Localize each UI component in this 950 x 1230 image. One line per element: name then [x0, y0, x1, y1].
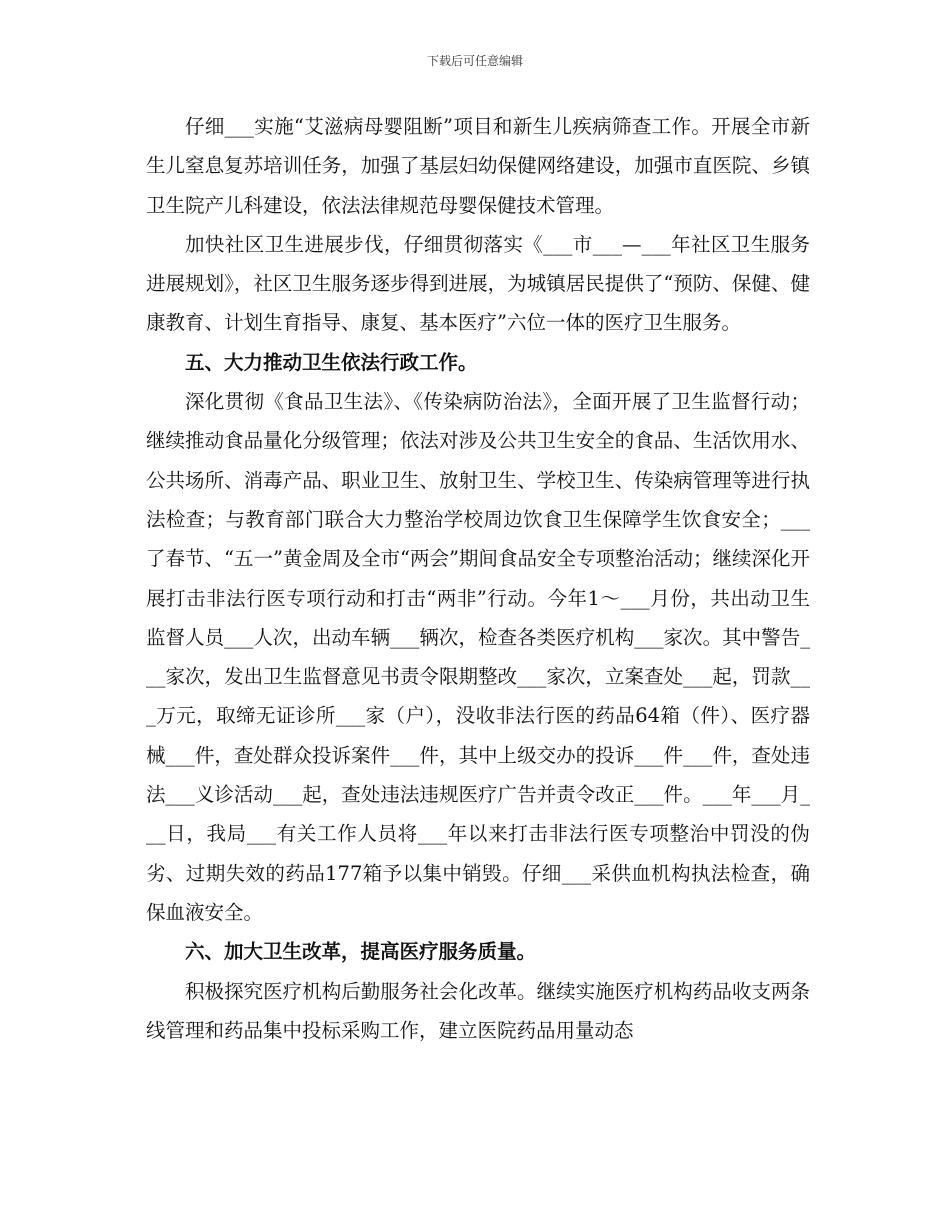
paragraph: 积极探究医疗机构后勤服务社会化改革。继续实施医疗机构药品收支两条线管理和药品集中投标采购工作，建立医院药品用量动态 — [146, 979, 810, 1042]
paragraph: 深化贯彻《食品卫生法》、《传染病防治法》，全面开展了卫生监督行动；继续推动食品量化分级管理；依法对涉及公共卫生安全的食品、生活饮用水、公共场所、消毒产品、职业卫生、放射卫生、学校卫生、传染病管理等进行执法检查；与教育部门联合大力整治学校周边饮食卫生保障学生饮食安全；___了春节、“五一”黄金周及全市“两会”期间食品安全专项整治活动；继续深化开展打击非法行医专项行动和打击“两非”行动。今年1～___月份，共出动卫生监督人员___人次，出动车辆___辆次，检查各类医疗机构___家次。其中警告___家次，发出卫生监督意见书责令限期整改___家次，立案查处___起，罚款___万元，取缔无证诊所___家（户），没收非法行医的药品64箱（件）、医疗器械___件，查处群众投诉案件___件，其中上级交办的投诉___件___件，查处违法___义诊活动___起，查处违法违规医疗广告并责令改正___件。___年___月___日，我局___有关工作人员将___年以来打击非法行医专项整治中罚没的伪劣、过期失效的药品177箱予以集中销毁。仔细___采供血机构执法检查，确保血液安全。 — [146, 390, 810, 924]
page-header: 下载后可任意编辑 — [426, 54, 523, 68]
section-heading: 六、加大卫生改革，提高医疗服务质量。 — [185, 940, 537, 964]
document-body — [146, 107, 810, 1050]
paragraph: 仔细___实施“艾滋病母婴阻断”项目和新生儿疾病筛查工作。开展全市新生儿窒息复苏培训任务，加强了基层妇幼保健网络建设，加强市直医院、乡镇卫生院产儿科建设，依法法律规范母婴保健技术管理。 — [146, 115, 810, 217]
section-heading: 五、大力推动卫生依法行政工作。 — [185, 350, 478, 374]
paragraph: 加快社区卫生进展步伐，仔细贯彻落实《___市___—___年社区卫生服务进展规划》，社区卫生服务逐步得到进展，为城镇居民提供了“预防、保健、健康教育、计划生育指导、康复、基本医疗”六位一体的医疗卫生服务。 — [146, 232, 810, 335]
